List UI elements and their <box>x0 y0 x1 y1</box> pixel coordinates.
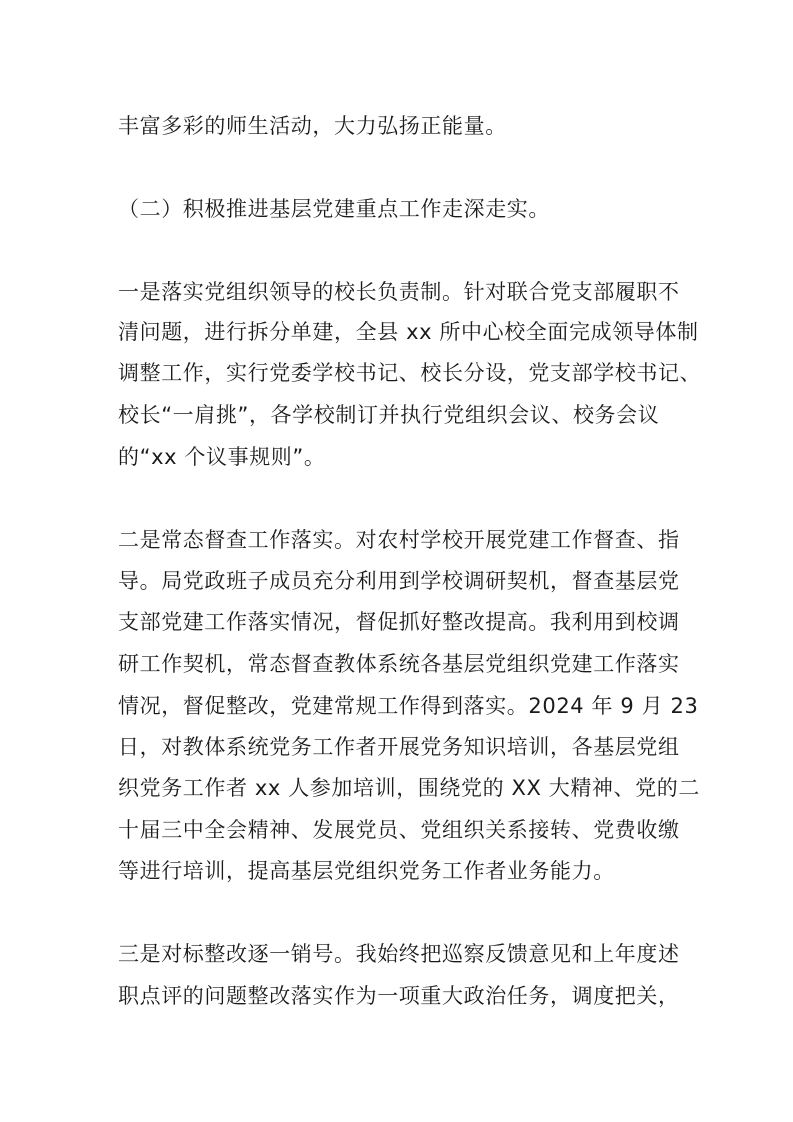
paragraph-4-line-6: 日，对教体系统党务工作者开展党务知识培训，各基层党组 <box>118 735 680 759</box>
paragraph-5-line-2: 职点评的问题整改落实作为一项重大政治任务，调度把关， <box>118 984 680 1008</box>
paragraph-4-line-8: 十届三中全会精神、发展党员、党组织关系接转、党费收缴 <box>118 818 680 842</box>
paragraph-5-line-1: 三是对标整改逐一销号。我始终把巡察反馈意见和上年度述 <box>118 942 680 966</box>
paragraph-4-line-2: 导。局党政班子成员充分利用到学校调研契机，督查基层党 <box>118 569 680 593</box>
paragraph-4-line-7: 织党务工作者 xx 人参加培训，围绕党的 XX 大精神、党的二 <box>118 776 700 800</box>
paragraph-3-line-5: 的“xx 个议事规则”。 <box>118 445 326 469</box>
paragraph-4-line-1: 二是常态督查工作落实。对农村学校开展党建工作督查、指 <box>118 528 680 552</box>
paragraph-3-line-1: 一是落实党组织领导的校长负责制。针对联合党支部履职不 <box>118 280 680 304</box>
paragraph-4-line-9: 等进行培训，提高基层党组织党务工作者业务能力。 <box>118 859 615 883</box>
paragraph-4-line-5: 情况，督促整改，党建常规工作得到落实。2024 年 9 月 23 <box>118 694 699 718</box>
paragraph-4-line-3: 支部党建工作落实情况，督促抓好整改提高。我利用到校调 <box>118 610 680 634</box>
paragraph-1-line-1: 丰富多彩的师生活动，大力弘扬正能量。 <box>118 114 507 138</box>
paragraph-4-line-4: 研工作契机，常态督查教体系统各基层党组织党建工作落实 <box>118 652 680 676</box>
paragraph-3-line-2: 清问题，进行拆分单建，全县 xx 所中心校全面完成领导体制 <box>118 320 699 344</box>
paragraph-3-line-3: 调整工作，实行党委学校书记、校长分设，党支部学校书记、 <box>118 361 702 385</box>
paragraph-3-line-4: 校长“一肩挑”，各学校制订并执行党组织会议、校务会议 <box>118 403 660 427</box>
section-heading-2: （二）积极推进基层党建重点工作走深走实。 <box>118 197 550 221</box>
